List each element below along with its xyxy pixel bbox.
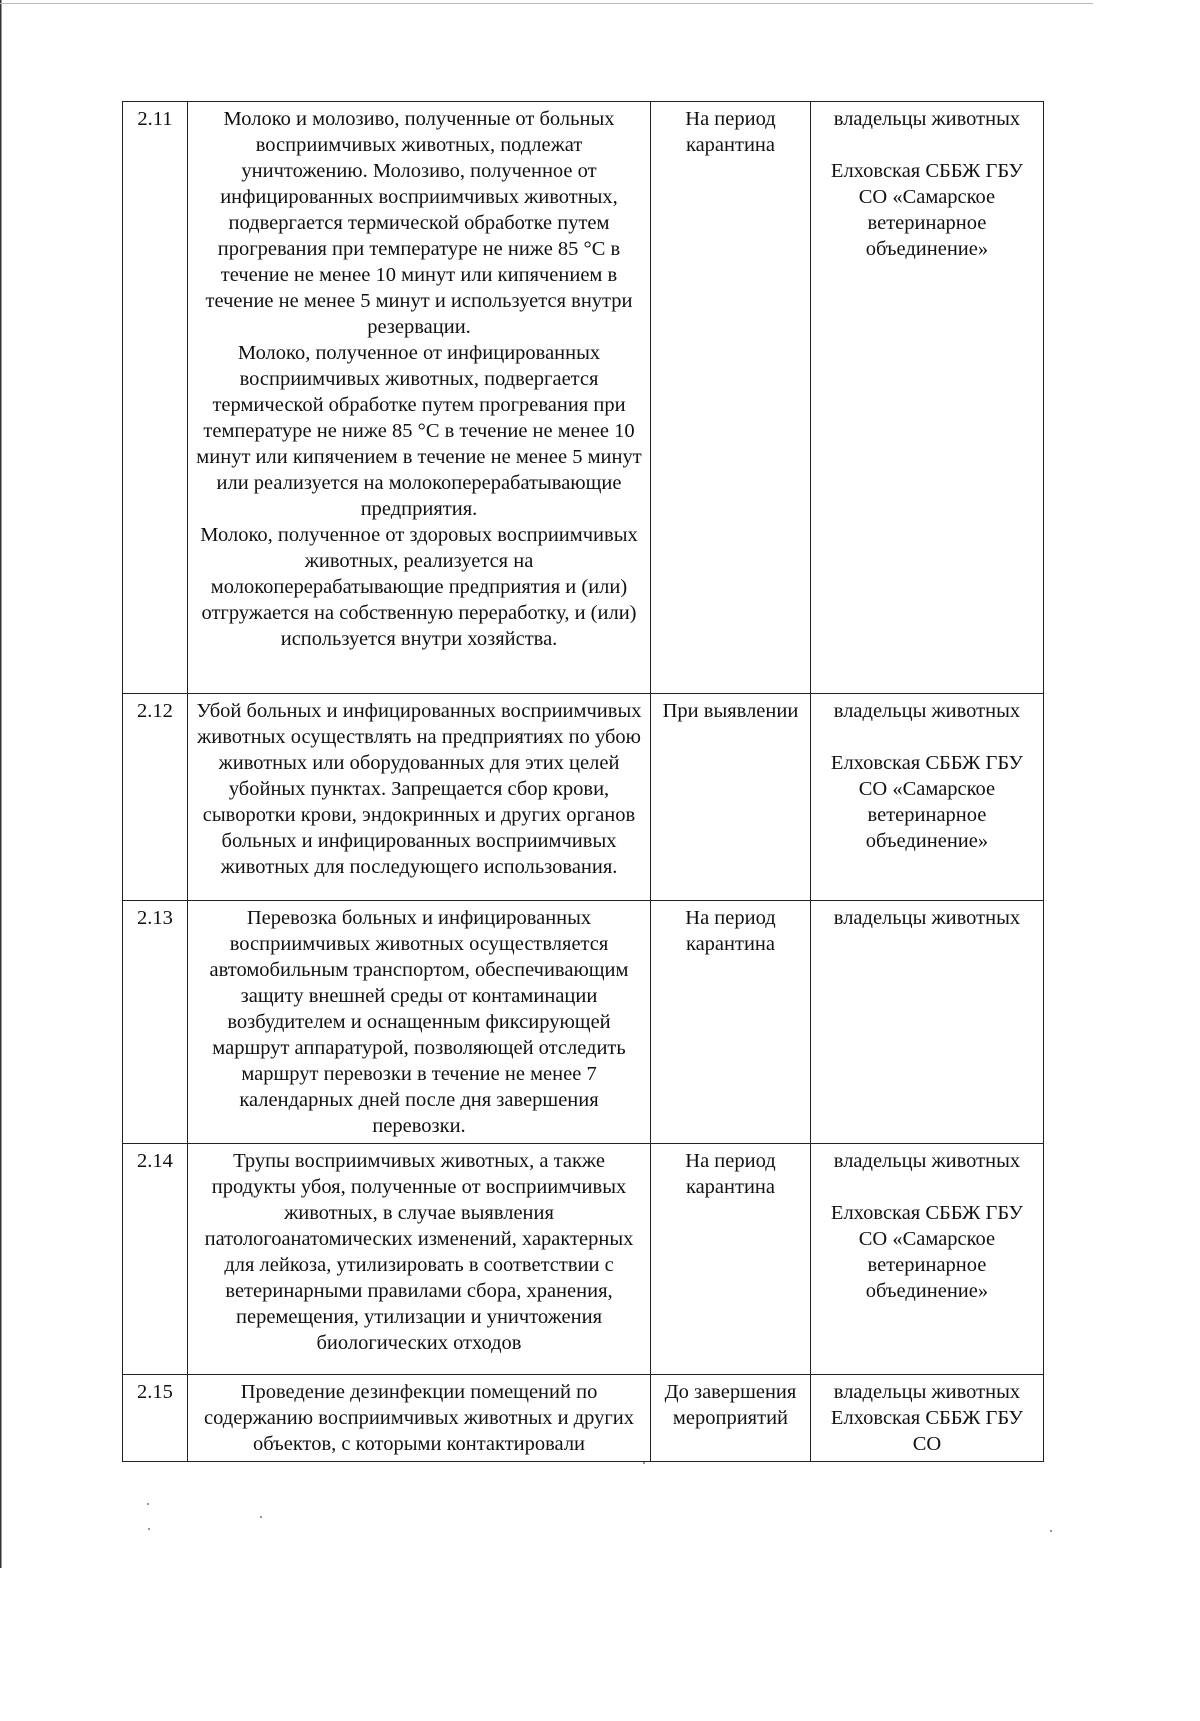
scan-speck (260, 1516, 262, 1518)
scan-speck (1050, 1530, 1052, 1532)
row-number: 2.13 (123, 901, 188, 1144)
responsible-owner: владельцы животных (833, 1150, 1021, 1172)
responsible-cell (810, 102, 1043, 694)
table-row (123, 1144, 1044, 1375)
row-number: 2.14 (123, 1144, 188, 1375)
table-row (123, 901, 1044, 1144)
description-paragraph: Трупы восприимчивых животных, а также продукты убоя, полученные от восприимчивых животных, в случае выявления патологоанатомических изменений, характерных для лейкоза, утилизировать в соответствии с ветеринарными правилами сбора, хранения, перемещения, утилизации и уничтожения биологических отходов (204, 1150, 634, 1354)
row-number: 2.11 (123, 102, 188, 694)
row-number: 2.12 (123, 694, 188, 901)
scan-speck (148, 1528, 150, 1530)
measure-description (187, 102, 650, 694)
row-number: 2.15 (123, 1375, 188, 1462)
period-cell: На период карантина (651, 901, 811, 1144)
responsible-organization: Елховская СББЖ ГБУ СО (830, 1407, 1023, 1455)
responsible-owner: владельцы животных (833, 700, 1021, 722)
responsible-owner: владельцы животных (833, 907, 1021, 929)
responsible-owner: владельцы животных (833, 108, 1021, 130)
responsible-cell (810, 694, 1043, 901)
description-paragraph: Молоко, полученное от инфицированных восприимчивых животных, подвергается термической обработке путем прогревания при температуре не ниже 85 °С в течение не менее 10 минут или кипячением в течение не менее 5 минут или реализуется на молокоперерабатывающие предприятия. (196, 342, 642, 520)
table-row (123, 694, 1044, 901)
description-paragraph: Убой больных и инфицированных восприимчивых животных осуществлять на предприятиях по убою животных или оборудованных для этих целей убойных пунктах. Запрещается сбор крови, сыворотки крови, эндокринных и других органов больных и инфицированных восприимчивых животных для последующего использования. (196, 700, 642, 878)
measure-description (187, 1375, 650, 1462)
responsible-organization: Елховская СББЖ ГБУ СО «Самарское ветеринарное объединение» (830, 1202, 1023, 1302)
table-row (123, 1375, 1044, 1462)
period-cell: При выявлении (651, 694, 811, 901)
period-cell: До завершения мероприятий (651, 1375, 811, 1462)
scan-speck (643, 1462, 645, 1464)
description-paragraph: Перевозка больных и инфицированных восприимчивых животных осуществляется автомобильным транспортом, обеспечивающим защиту внешней среды от контаминации возбудителем и оснащенным фиксирующей маршрут аппаратурой, позволяющей отследить маршрут перевозки в течение не менее 7 календарных дней после дня завершения перевозки. (209, 907, 629, 1137)
measure-description (187, 694, 650, 901)
table-row (123, 102, 1044, 694)
description-paragraph: Молоко и молозиво, полученные от больных восприимчивых животных, подлежат уничтожению. Молозиво, полученное от инфицированных восприимчивых животных, подвергается термической обработке путем прогревания при температуре не ниже 85 °С в течение не менее 10 минут или кипячением в течение не менее 5 минут и используется внутри резервации. (205, 108, 633, 338)
measure-description (187, 901, 650, 1144)
responsible-owner: владельцы животных (833, 1381, 1021, 1403)
responsible-cell (810, 1144, 1043, 1375)
scan-edge (0, 0, 4, 1568)
top-rule (0, 3, 1093, 4)
responsible-organization: Елховская СББЖ ГБУ СО «Самарское ветеринарное объединение» (830, 160, 1023, 260)
period-cell: На период карантина (651, 1144, 811, 1375)
description-paragraph: Проведение дезинфекции помещений по содержанию восприимчивых животных и других объектов, с которыми контактировали (204, 1381, 634, 1455)
scan-speck (147, 1503, 149, 1505)
responsible-cell (810, 901, 1043, 1144)
measures-table (122, 101, 1044, 1462)
responsible-cell (810, 1375, 1043, 1462)
period-cell: На период карантина (651, 102, 811, 694)
measure-description (187, 1144, 650, 1375)
responsible-organization: Елховская СББЖ ГБУ СО «Самарское ветеринарное объединение» (830, 752, 1023, 852)
description-paragraph: Молоко, полученное от здоровых восприимчивых животных, реализуется на молокоперерабатывающие предприятия и (или) отгружается на собственную переработку, и (или) используется внутри хозяйства. (200, 524, 638, 650)
